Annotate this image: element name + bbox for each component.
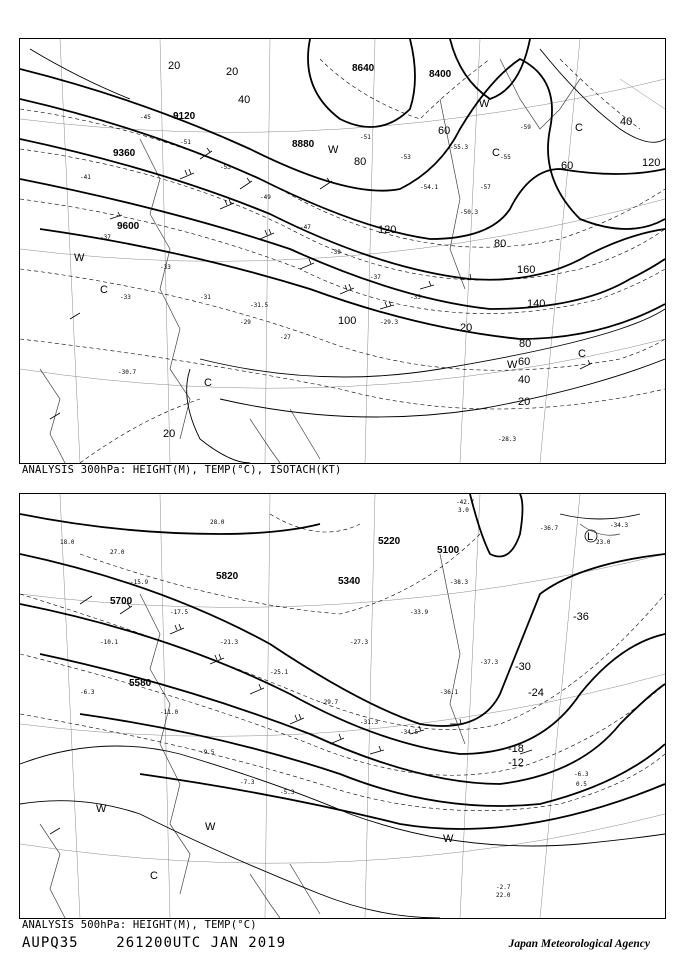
isotach-labels xyxy=(163,60,660,440)
isotach-label: 40 xyxy=(518,374,531,386)
isotach-label: 120 xyxy=(642,157,661,169)
isotach-label: 20 xyxy=(168,60,181,72)
height-labels xyxy=(110,536,460,689)
svg-text:-27.3: -27.3 xyxy=(350,639,369,646)
svg-text:-57: -57 xyxy=(480,184,491,191)
svg-text:-53: -53 xyxy=(220,164,231,171)
station-value: -34.3 xyxy=(610,522,629,529)
svg-text:-51: -51 xyxy=(180,139,191,146)
svg-text:-39: -39 xyxy=(330,249,341,256)
caption-500hpa: ANALYSIS 500hPa: HEIGHT(M), TEMP(°C) xyxy=(22,919,257,931)
svg-text:-31: -31 xyxy=(200,294,211,301)
valid-time: 261200UTC JAN 2019 xyxy=(116,935,287,951)
isotach-label: 20 xyxy=(518,396,531,408)
station-values xyxy=(456,499,628,899)
map-500hpa-svg xyxy=(20,494,665,918)
isotach-label: 60 xyxy=(518,356,531,368)
pressure-centers xyxy=(74,98,586,389)
height-label: 5100 xyxy=(437,545,460,556)
station-value: 3.0 xyxy=(458,507,469,514)
isotach-label: 20 xyxy=(163,428,176,440)
svg-text:-9.5: -9.5 xyxy=(200,749,215,756)
temperature-label: -24 xyxy=(528,687,544,699)
map-300hpa-svg xyxy=(20,39,665,463)
svg-text:-33: -33 xyxy=(160,264,171,271)
warm-contour xyxy=(20,514,665,918)
station-value: -54.1 xyxy=(420,184,439,191)
svg-text:-27: -27 xyxy=(280,334,291,341)
analysis-300hpa-map xyxy=(19,38,666,464)
svg-text:-5.3: -5.3 xyxy=(280,789,295,796)
svg-text:-35: -35 xyxy=(410,294,421,301)
caption-300hpa: ANALYSIS 300hPa: HEIGHT(M), TEMP(°C), ISOTACH(KT) xyxy=(22,464,342,476)
svg-text:-21.3: -21.3 xyxy=(220,639,239,646)
height-label: 5820 xyxy=(216,571,239,582)
wind-barbs xyxy=(50,596,532,834)
pressure-center: C xyxy=(575,122,583,134)
isotach-label: 60 xyxy=(438,125,451,137)
svg-text:-37: -37 xyxy=(100,234,111,241)
svg-text:-6.3: -6.3 xyxy=(80,689,95,696)
graticule xyxy=(20,39,665,463)
isotach-label: 40 xyxy=(620,116,633,128)
svg-text:18.0: 18.0 xyxy=(60,539,75,546)
svg-text:-17.5: -17.5 xyxy=(170,609,189,616)
isotach-label: 80 xyxy=(354,156,367,168)
isotach-label: 120 xyxy=(378,224,397,236)
svg-text:-51: -51 xyxy=(360,134,371,141)
station-value: -55.3 xyxy=(450,144,469,151)
svg-text:-29: -29 xyxy=(240,319,251,326)
height-label: 9120 xyxy=(173,111,196,122)
svg-text:-53: -53 xyxy=(400,154,411,161)
station-values xyxy=(118,144,516,443)
height-label: 5340 xyxy=(338,576,361,587)
analysis-500hpa-map xyxy=(19,493,666,919)
pressure-center: W xyxy=(96,803,107,815)
svg-text:-15.9: -15.9 xyxy=(130,579,149,586)
station-value: 0.5 xyxy=(576,781,587,788)
pressure-center: C xyxy=(204,377,212,389)
isotach-label: 20 xyxy=(460,322,473,334)
height-label: 9360 xyxy=(113,148,136,159)
agency-name: Japan Meteorological Agency xyxy=(508,938,650,950)
height-label: 8880 xyxy=(292,139,315,150)
station-value: 23.0 xyxy=(596,539,611,546)
height-contours xyxy=(20,39,665,339)
pressure-center: C xyxy=(492,147,500,159)
svg-text:-11.0: -11.0 xyxy=(160,709,179,716)
wind-barbs xyxy=(50,148,592,419)
svg-text:-10.1: -10.1 xyxy=(100,639,119,646)
station-value: -29.3 xyxy=(380,319,399,326)
svg-text:-33: -33 xyxy=(120,294,131,301)
station-value: -30.7 xyxy=(118,369,137,376)
pressure-center: W xyxy=(479,98,490,110)
isotach-label: 160 xyxy=(517,264,536,276)
height-label: 9600 xyxy=(117,221,140,232)
height-label: 8400 xyxy=(429,69,452,80)
chart-id: AUPQ35 xyxy=(22,935,79,951)
pressure-center: W xyxy=(507,359,518,371)
isotach-label: 40 xyxy=(238,94,251,106)
temperature-labels xyxy=(508,611,589,769)
svg-text:-25.1: -25.1 xyxy=(270,669,289,676)
station-value: 22.0 xyxy=(496,892,511,899)
pressure-center: W xyxy=(205,821,216,833)
svg-text:-49: -49 xyxy=(260,194,271,201)
svg-text:28.0: 28.0 xyxy=(210,519,225,526)
station-value: -28.3 xyxy=(498,436,517,443)
station-value: -31.5 xyxy=(250,302,269,309)
svg-text:-33.9: -33.9 xyxy=(410,609,429,616)
height-label: 5220 xyxy=(378,536,401,547)
svg-text:-47: -47 xyxy=(300,224,311,231)
station-value: -50.3 xyxy=(460,209,479,216)
graticule xyxy=(20,494,665,918)
svg-text:-45: -45 xyxy=(140,114,151,121)
station-value: -36.7 xyxy=(540,525,559,532)
isotach-label: 80 xyxy=(519,338,532,350)
chart-footer xyxy=(22,935,286,951)
svg-text:-59: -59 xyxy=(520,124,531,131)
height-label: 5580 xyxy=(129,678,152,689)
pressure-center: L xyxy=(587,531,594,543)
svg-text:-7.3: -7.3 xyxy=(240,779,255,786)
temperature-label: -30 xyxy=(515,661,531,673)
station-value: -42.7 xyxy=(456,499,475,506)
height-label: 5700 xyxy=(110,596,133,607)
height-contours xyxy=(20,494,665,829)
isotach-label: 100 xyxy=(338,315,357,327)
pressure-center: C xyxy=(100,284,108,296)
svg-text:-29.7: -29.7 xyxy=(320,699,339,706)
temperature-contours xyxy=(20,514,665,811)
height-label: 8640 xyxy=(352,63,375,74)
isotach-label: 20 xyxy=(226,66,239,78)
svg-text:-55: -55 xyxy=(500,154,511,161)
isotach-label: 140 xyxy=(527,298,546,310)
svg-text:-37: -37 xyxy=(370,274,381,281)
temperature-label: -36 xyxy=(573,611,589,623)
svg-text:-36.1: -36.1 xyxy=(440,689,459,696)
pressure-center: W xyxy=(74,252,85,264)
svg-text:27.0: 27.0 xyxy=(110,549,125,556)
station-value: -2.7 xyxy=(496,884,511,891)
svg-text:-38.3: -38.3 xyxy=(450,579,469,586)
pressure-center: W xyxy=(443,833,454,845)
pressure-center: C xyxy=(578,348,586,360)
temperature-label: -18 xyxy=(508,743,524,755)
svg-text:-41: -41 xyxy=(80,174,91,181)
pressure-center: W xyxy=(328,144,339,156)
temperature-label: -12 xyxy=(508,757,524,769)
station-value: -6.3 xyxy=(574,771,589,778)
isotach-label: 60 xyxy=(561,160,574,172)
isotach-label: 80 xyxy=(494,238,507,250)
svg-text:-34.5: -34.5 xyxy=(400,729,419,736)
pressure-center: C xyxy=(150,870,158,882)
svg-text:-31.3: -31.3 xyxy=(360,719,379,726)
svg-text:-37.3: -37.3 xyxy=(480,659,499,666)
